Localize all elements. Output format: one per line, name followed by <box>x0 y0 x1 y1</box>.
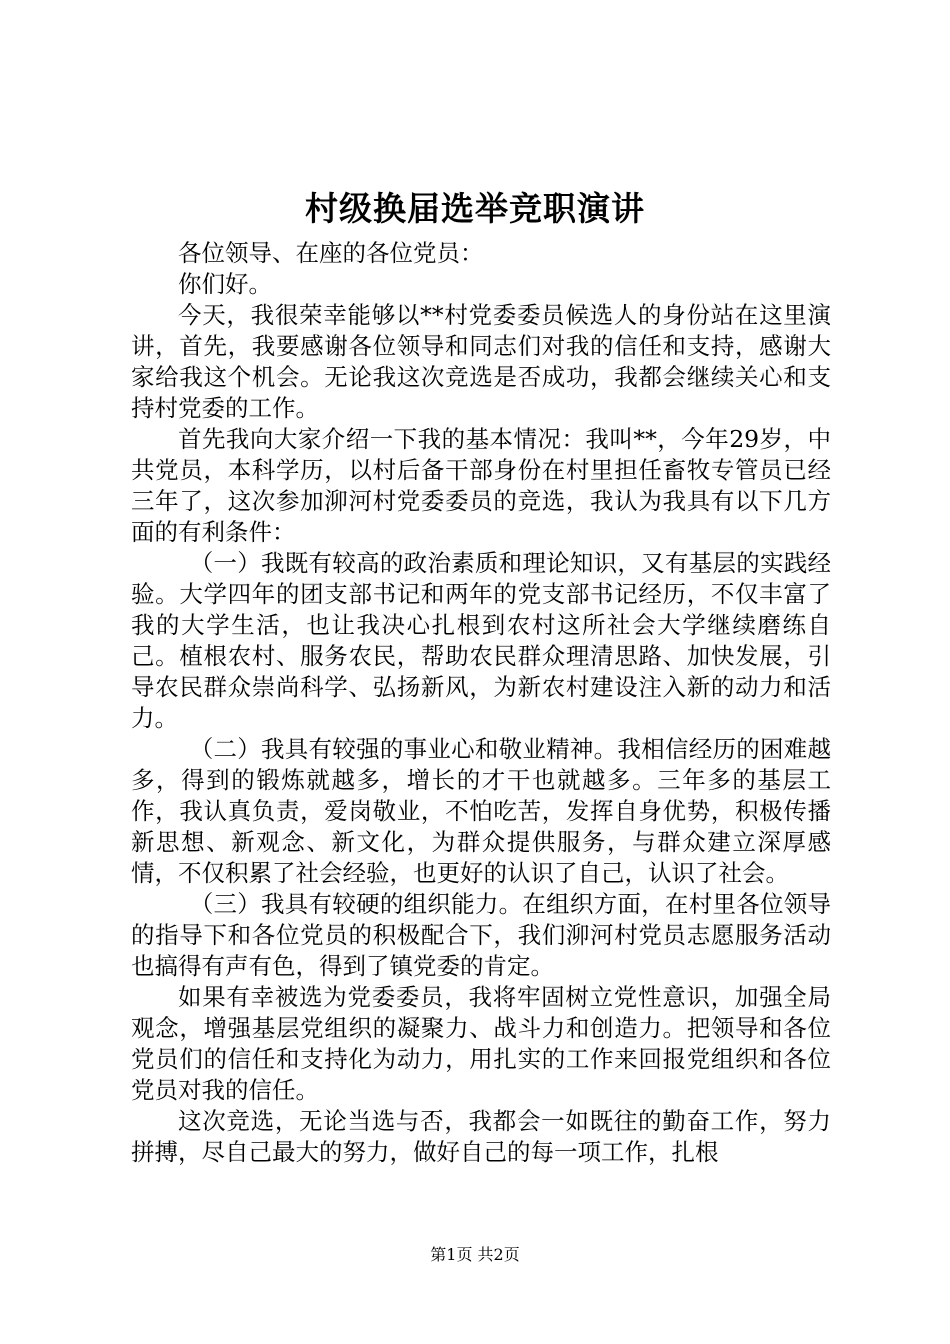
paragraph-background: 首先我向大家介绍一下我的基本情况：我叫**，今年29岁，中共党员，本科学历，以村后备干部身份在村里担任畜牧专管员已经三年了，这次参加泖河村党委委员的竞选，我认为我具有以下几方面的有利条件： <box>131 425 831 546</box>
salutation: 各位领导、在座的各位党员： <box>178 239 484 267</box>
page-number: 第1页 共2页 <box>430 1245 520 1264</box>
document-body <box>131 238 831 1168</box>
paragraph-point-1: （一）我既有较高的政治素质和理论知识，又有基层的实践经验。大学四年的团支部书记和两年的党支部书记经历，不仅丰富了我的大学生活，也让我决心扎根到农村这所社会大学继续磨练自己。植根农村、服务农民，帮助农民群众理清思路、加快发展，引导农民群众崇尚科学、弘扬新风，为新农村建设注入新的动力和活力。 <box>131 549 831 732</box>
paragraph-intro: 今天，我很荣幸能够以**村党委委员候选人的身份站在这里演讲，首先，我要感谢各位领导和同志们对我的信任和支持，感谢大家给我这个机会。无论我这次竞选是否成功，我都会继续关心和支持村党委的工作。 <box>131 301 831 422</box>
document-title: 村级换届选举竞职演讲 <box>305 189 645 228</box>
paragraph-closing: 这次竞选，无论当选与否，我都会一如既往的勤奋工作，努力拼搏，尽自己最大的努力，做好自己的每一项工作，扎根 <box>131 1107 831 1166</box>
paragraph-point-3: （三）我具有较硬的组织能力。在组织方面，在村里各位领导的指导下和各位党员的积极配合下，我们泖河村党员志愿服务活动也搞得有声有色，得到了镇党委的肯定。 <box>131 890 831 980</box>
paragraph-commitment: 如果有幸被选为党委委员，我将牢固树立党性意识，加强全局观念，增强基层党组织的凝聚力、战斗力和创造力。把领导和各位党员们的信任和支持化为动力，用扎实的工作来回报党组织和各位党员对我的信任。 <box>131 983 831 1104</box>
paragraph-point-2: （二）我具有较强的事业心和敬业精神。我相信经历的困难越多，得到的锻炼就越多，增长的才干也就越多。三年多的基层工作，我认真负责，爱岗敬业，不怕吃苦，发挥自身优势，积极传播新思想、新观念、新文化，为群众提供服务，与群众建立深厚感情，不仅积累了社会经验，也更好的认识了自己，认识了社会。 <box>131 735 831 887</box>
greeting: 你们好。 <box>178 270 272 298</box>
